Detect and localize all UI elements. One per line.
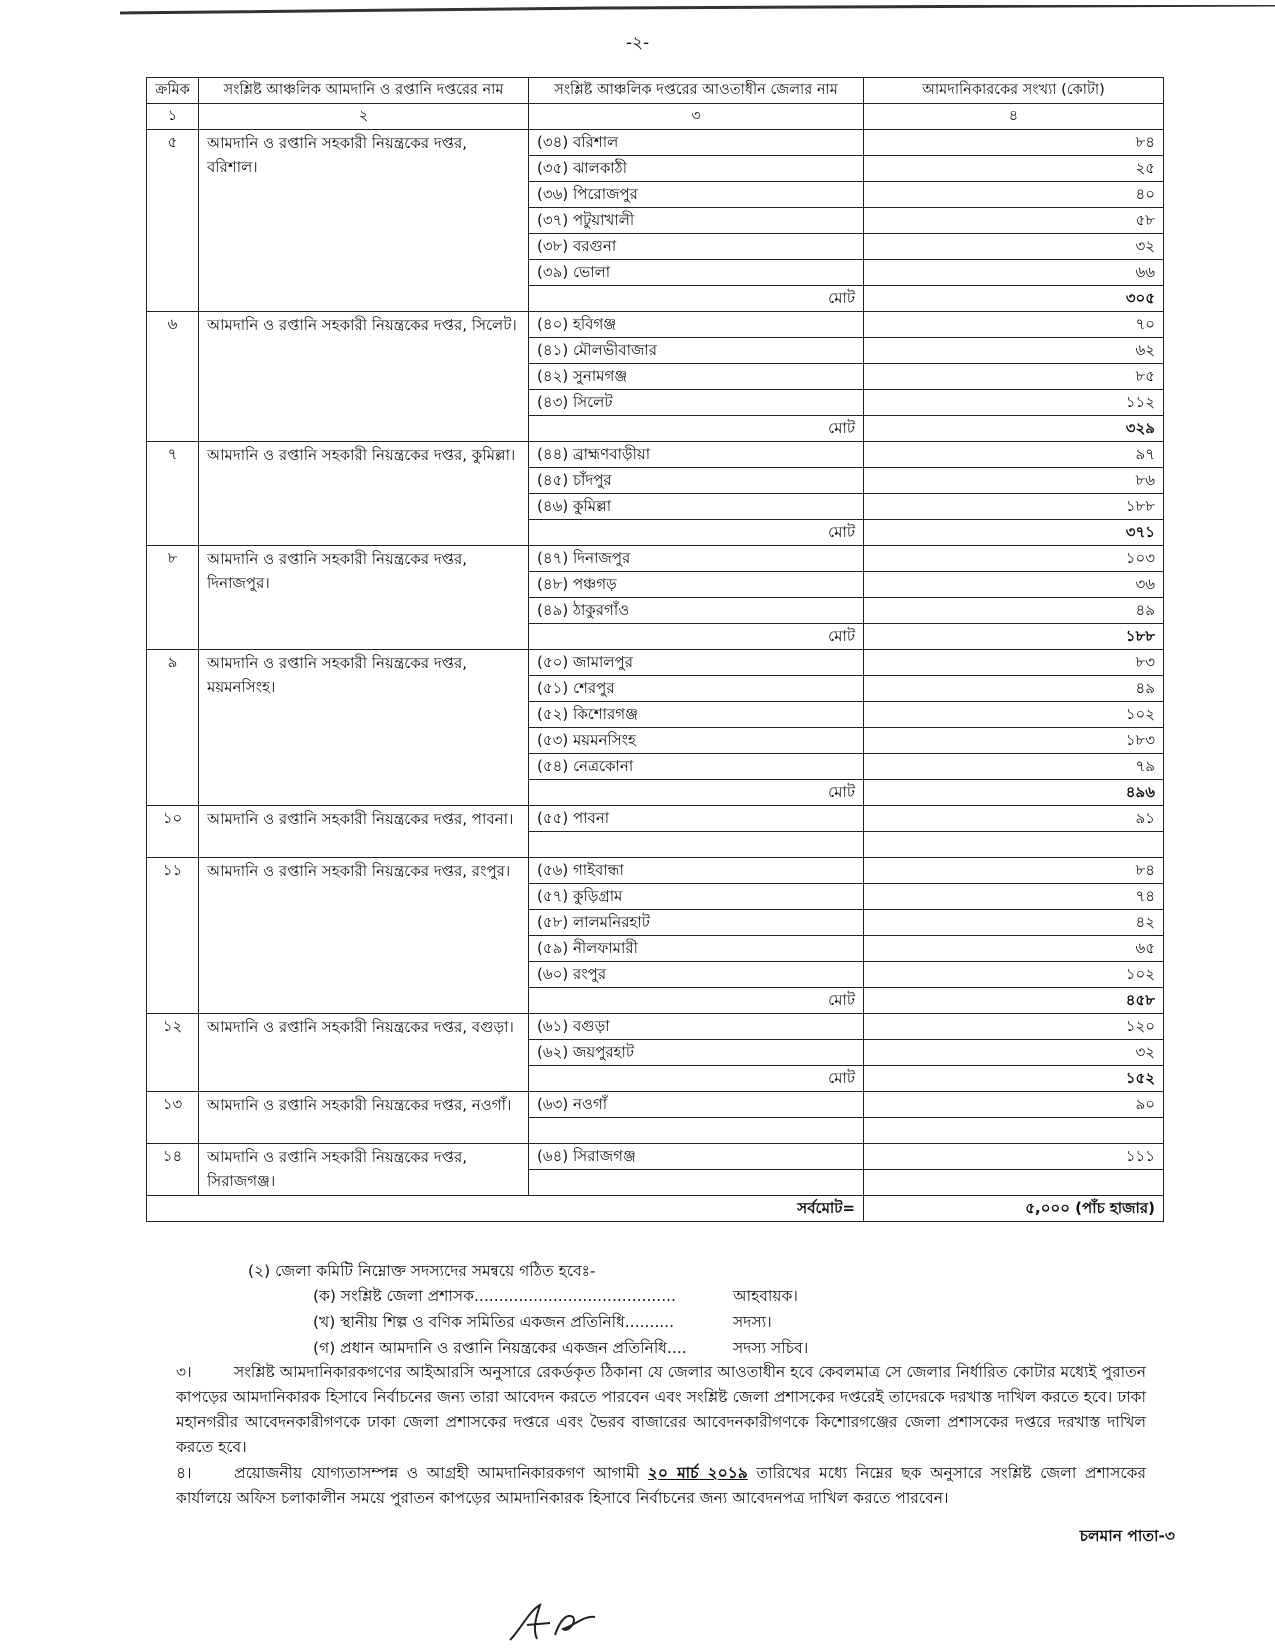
member-label: (গ) প্রধান আমদানি ও রপ্তানি নিয়ন্ত্রকের একজন প্রতিনিধি....	[313, 1339, 687, 1357]
header-quota: আমদানিকারকের সংখ্যা (কোটা)	[864, 78, 1164, 104]
member-role: সদস্য সচিব।	[733, 1339, 809, 1357]
deadline-date: ২০ মার্চ ২০১৯	[647, 1464, 748, 1482]
district-cell: (৫২) কিশোরগঞ্জ	[529, 702, 864, 728]
quota-cell: ৮৪	[864, 858, 1164, 884]
grand-total-label: সর্বমোট=	[147, 1196, 864, 1222]
subtotal-value: ১৫২	[864, 1066, 1164, 1092]
quota-cell: ৪০	[864, 182, 1164, 208]
subtotal-label: মোট	[529, 416, 864, 442]
paragraph-number: ৪।	[176, 1464, 192, 1482]
scan-edge	[0, 0, 1275, 10]
district-cell: (৫০) জামালপুর	[529, 650, 864, 676]
office-cell: আমদানি ও রপ্তানি সহকারী নিয়ন্ত্রকের দপ্তর, দিনাজপুর।	[199, 546, 529, 650]
district-cell: (৪০) হবিগঞ্জ	[529, 312, 864, 338]
office-cell: আমদানি ও রপ্তানি সহকারী নিয়ন্ত্রকের দপ্তর, কুমিল্লা।	[199, 442, 529, 546]
office-cell: আমদানি ও রপ্তানি সহকারী নিয়ন্ত্রকের দপ্তর, সিলেট।	[199, 312, 529, 442]
table-row	[147, 312, 1164, 338]
quota-cell: ৯১	[864, 806, 1164, 832]
district-cell: (৪৪) ব্রাহ্মণবাড়ীয়া	[529, 442, 864, 468]
paragraph-text: সংশ্লিষ্ট আমদানিকারকগণের আইআরসি অনুসারে রেকর্ডকৃত ঠিকানা যে জেলার আওতাধীন হবে কেবলমাত্র সে জেলার নির্ধারিত কোটার মধ্যেই পুরাতন কাপড়ের আমদানিকারক হিসাবে নির্বাচনের জন্য তারা আবেদন করতে পারবেন এবং সংশ্লিষ্ট জেলা প্রশাসকের দপ্তরেই তাদেরকে দরখাস্ত দাখিল করতে হবে। ঢাকা মহানগরীর আবেদনকারীগণকে ঢাকা জেলা প্রশাসকের দপ্তরে এবং ভৈরব বাজারের আবেদনকারীগণকে কিশোরগঞ্জের জেলা প্রশাসকের দপ্তরে দরখাস্ত দাখিল করতে হবে।	[176, 1363, 1146, 1456]
subtotal-label: মোট	[529, 988, 864, 1014]
quota-cell: ৯৭	[864, 442, 1164, 468]
table-header-row	[147, 78, 1164, 104]
paragraph-3	[176, 1360, 1146, 1460]
empty-cell	[529, 832, 864, 858]
quota-cell: ৬৫	[864, 936, 1164, 962]
empty-cell	[864, 1170, 1164, 1196]
page-number: -২-	[625, 33, 650, 53]
serial-cell: ৫	[147, 130, 199, 312]
quota-cell: ১৮৩	[864, 728, 1164, 754]
quota-cell: ১০২	[864, 702, 1164, 728]
district-cell: (৫৫) পাবনা	[529, 806, 864, 832]
district-cell: (৫৩) ময়মনসিংহ	[529, 728, 864, 754]
quota-cell: ৪৯	[864, 676, 1164, 702]
table-row	[147, 1092, 1164, 1118]
empty-cell	[529, 1118, 864, 1144]
paragraph-4	[176, 1461, 1146, 1511]
office-cell: আমদানি ও রপ্তানি সহকারী নিয়ন্ত্রকের দপ্তর, সিরাজগঞ্জ।	[199, 1144, 529, 1196]
quota-cell: ১৮৮	[864, 494, 1164, 520]
empty-cell	[864, 832, 1164, 858]
quota-cell: ৩৬	[864, 572, 1164, 598]
member-role: আহবায়ক।	[733, 1287, 798, 1305]
serial-cell: ১০	[147, 806, 199, 858]
subtotal-label: মোট	[529, 1066, 864, 1092]
district-cell: (৫১) শেরপুর	[529, 676, 864, 702]
district-cell: (৩৬) পিরোজপুর	[529, 182, 864, 208]
paragraph-text: তারিখের মধ্যে নিম্নের ছক অনুসারে সংশ্লিষ্ট জেলা প্রশাসকের কার্যালয়ে অফিস চলাকালীন সময়ে পুরাতন কাপড়ের আমদানিকারক হিসাবে নির্বাচনের জন্য আবেদনপত্র দাখিল করতে পারবেন।	[176, 1464, 1146, 1507]
table-body	[147, 130, 1164, 1196]
column-number: ৩	[529, 104, 864, 130]
column-number: ২	[199, 104, 529, 130]
column-number-row	[147, 104, 1164, 130]
subtotal-label: মোট	[529, 624, 864, 650]
office-cell: আমদানি ও রপ্তানি সহকারী নিয়ন্ত্রকের দপ্তর, পাবনা।	[199, 806, 529, 858]
district-cell: (৩৭) পটুয়াখালী	[529, 208, 864, 234]
table-row	[147, 858, 1164, 884]
quota-cell: ৪৯	[864, 598, 1164, 624]
district-cell: (৩৪) বরিশাল	[529, 130, 864, 156]
quota-cell: ১১২	[864, 390, 1164, 416]
member-label: (খ) স্থানীয় শিল্প ও বণিক সমিতির একজন প্রতিনিধি..........	[313, 1313, 675, 1331]
paragraph-number: ৩।	[176, 1363, 192, 1381]
district-cell: (৬২) জয়পুরহাট	[529, 1040, 864, 1066]
table-row	[147, 546, 1164, 572]
quota-cell: ৭০	[864, 312, 1164, 338]
quota-cell: ২৫	[864, 156, 1164, 182]
serial-cell: ৭	[147, 442, 199, 546]
district-cell: (৩৯) ভোলা	[529, 260, 864, 286]
district-cell: (৫৭) কুড়িগ্রাম	[529, 884, 864, 910]
quota-cell: ৫৮	[864, 208, 1164, 234]
member-role: সদস্য।	[733, 1313, 772, 1331]
table-row	[147, 442, 1164, 468]
office-cell: আমদানি ও রপ্তানি সহকারী নিয়ন্ত্রকের দপ্তর, বরিশাল।	[199, 130, 529, 312]
column-number: ১	[147, 104, 199, 130]
header-office: সংশ্লিষ্ট আঞ্চলিক আমদানি ও রপ্তানি দপ্তরের নাম	[199, 78, 529, 104]
district-cell: (৫৬) গাইবান্ধা	[529, 858, 864, 884]
quota-cell: ৮৬	[864, 468, 1164, 494]
office-cell: আমদানি ও রপ্তানি সহকারী নিয়ন্ত্রকের দপ্তর, নওগাঁ।	[199, 1092, 529, 1144]
office-cell: আমদানি ও রপ্তানি সহকারী নিয়ন্ত্রকের দপ্তর, রংপুর।	[199, 858, 529, 1014]
quota-cell: ৪২	[864, 910, 1164, 936]
subtotal-label: মোট	[529, 520, 864, 546]
header-district: সংশ্লিষ্ট আঞ্চলিক দপ্তরের আওতাধীন জেলার নাম	[529, 78, 864, 104]
header-serial: ক্রমিক	[147, 78, 199, 104]
serial-cell: ১৪	[147, 1144, 199, 1196]
quota-cell: ৬৬	[864, 260, 1164, 286]
subtotal-value: ৩০৫	[864, 286, 1164, 312]
office-cell: আমদানি ও রপ্তানি সহকারী নিয়ন্ত্রকের দপ্তর, ময়মনসিংহ।	[199, 650, 529, 806]
quota-cell: ৮৩	[864, 650, 1164, 676]
district-cell: (৪২) সুনামগঞ্জ	[529, 364, 864, 390]
committee-member	[313, 1310, 833, 1335]
committee-intro-text: (২) জেলা কমিটি নিম্নোক্ত সদস্যদের সমন্বয়ে গঠিত হবেঃ-	[248, 1262, 596, 1280]
quota-cell: ৮৪	[864, 130, 1164, 156]
table-row	[147, 130, 1164, 156]
district-cell: (৪৮) পঞ্চগড়	[529, 572, 864, 598]
quota-cell: ৩২	[864, 1040, 1164, 1066]
district-cell: (৬৪) সিরাজগঞ্জ	[529, 1144, 864, 1170]
grand-total-value: ৫,০০০ (পাঁচ হাজার)	[864, 1196, 1164, 1222]
table-row	[147, 1144, 1164, 1170]
district-cell: (৬০) রংপুর	[529, 962, 864, 988]
paragraph-text: প্রয়োজনীয় যোগ্যতাসম্পন্ন ও আগ্রহী আমদানিকারকগণ আগামী	[234, 1464, 648, 1482]
district-cell: (৪৭) দিনাজপুর	[529, 546, 864, 572]
district-cell: (৪৫) চাঁদপুর	[529, 468, 864, 494]
committee-member	[313, 1336, 833, 1361]
subtotal-value: ৩২৯	[864, 416, 1164, 442]
district-cell: (৪১) মৌলভীবাজার	[529, 338, 864, 364]
grand-total-row	[147, 1196, 1164, 1222]
quota-cell: ৩২	[864, 234, 1164, 260]
subtotal-value: ৪৫৮	[864, 988, 1164, 1014]
serial-cell: ১২	[147, 1014, 199, 1092]
quota-cell: ৬২	[864, 338, 1164, 364]
committee-member	[313, 1284, 833, 1309]
district-cell: (৫৮) লালমনিরহাট	[529, 910, 864, 936]
district-cell: (৬১) বগুড়া	[529, 1014, 864, 1040]
serial-cell: ৯	[147, 650, 199, 806]
quota-cell: ৮৫	[864, 364, 1164, 390]
district-cell: (৩৫) ঝালকাঠী	[529, 156, 864, 182]
quota-cell: ১০২	[864, 962, 1164, 988]
serial-cell: ৮	[147, 546, 199, 650]
quota-table	[146, 77, 1164, 1222]
quota-cell: ১০৩	[864, 546, 1164, 572]
serial-cell: ৬	[147, 312, 199, 442]
quota-cell: ১২০	[864, 1014, 1164, 1040]
member-label: (ক) সংশ্লিষ্ট জেলা প্রশাসক.........................................	[313, 1287, 677, 1305]
table-row	[147, 650, 1164, 676]
district-cell: (৩৮) বরগুনা	[529, 234, 864, 260]
subtotal-value: ৪৯৬	[864, 780, 1164, 806]
subtotal-value: ৩৭১	[864, 520, 1164, 546]
empty-cell	[864, 1118, 1164, 1144]
table-row	[147, 1014, 1164, 1040]
office-cell: আমদানি ও রপ্তানি সহকারী নিয়ন্ত্রকের দপ্তর, বগুড়া।	[199, 1014, 529, 1092]
continued-page-note: চলমান পাতা-৩	[1079, 1527, 1175, 1545]
quota-cell: ৭৯	[864, 754, 1164, 780]
serial-cell: ১১	[147, 858, 199, 1014]
committee-intro	[248, 1258, 595, 1284]
district-cell: (৪৯) ঠাকুরগাঁও	[529, 598, 864, 624]
serial-cell: ১৩	[147, 1092, 199, 1144]
table-row	[147, 806, 1164, 832]
district-cell: (৪৩) সিলেট	[529, 390, 864, 416]
quota-cell: ৯০	[864, 1092, 1164, 1118]
quota-cell: ৭৪	[864, 884, 1164, 910]
signature-initials	[505, 1595, 615, 1649]
district-cell: (৫৪) নেত্রকোনা	[529, 754, 864, 780]
district-cell: (৬৩) নওগাঁ	[529, 1092, 864, 1118]
quota-cell: ১১১	[864, 1144, 1164, 1170]
subtotal-label: মোট	[529, 780, 864, 806]
subtotal-value: ১৮৮	[864, 624, 1164, 650]
district-cell: (৪৬) কুমিল্লা	[529, 494, 864, 520]
subtotal-label: মোট	[529, 286, 864, 312]
empty-cell	[529, 1170, 864, 1196]
column-number: ৪	[864, 104, 1164, 130]
district-cell: (৫৯) নীলফামারী	[529, 936, 864, 962]
